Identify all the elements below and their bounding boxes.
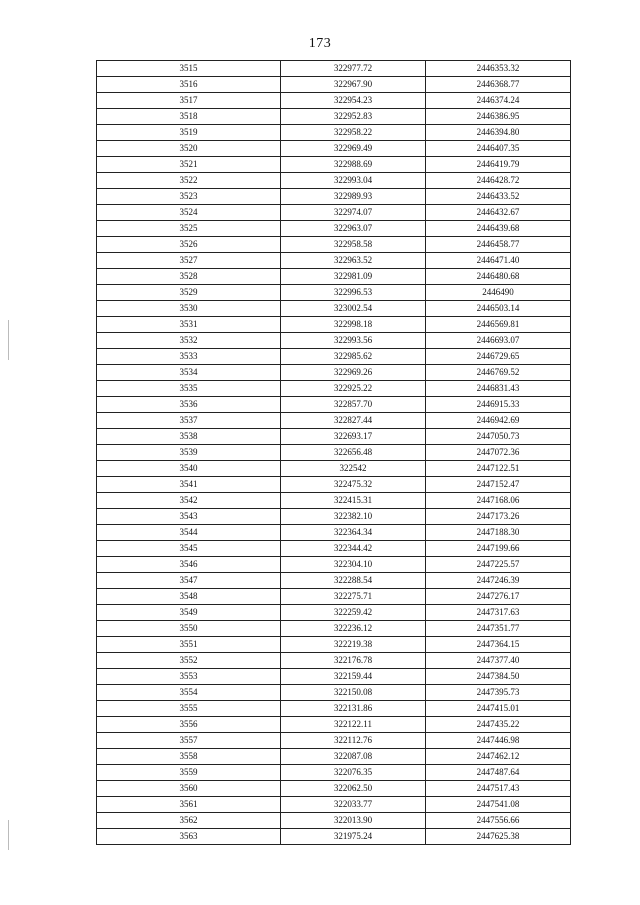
y-coordinate-cell: 2447246.39 xyxy=(426,573,571,589)
y-coordinate-cell: 2447351.77 xyxy=(426,621,571,637)
point-number-cell: 3518 xyxy=(97,109,281,125)
point-number-cell: 3562 xyxy=(97,813,281,829)
x-coordinate-cell: 322958.58 xyxy=(281,237,426,253)
y-coordinate-cell: 2447122.51 xyxy=(426,461,571,477)
y-coordinate-cell: 2446769.52 xyxy=(426,365,571,381)
x-coordinate-cell: 322857.70 xyxy=(281,397,426,413)
y-coordinate-cell: 2446480.68 xyxy=(426,269,571,285)
y-coordinate-cell: 2447384.50 xyxy=(426,669,571,685)
x-coordinate-cell: 322963.52 xyxy=(281,253,426,269)
point-number-cell: 3540 xyxy=(97,461,281,477)
y-coordinate-cell: 2447487.64 xyxy=(426,765,571,781)
x-coordinate-cell: 322275.71 xyxy=(281,589,426,605)
point-number-cell: 3542 xyxy=(97,493,281,509)
x-coordinate-cell: 322954.23 xyxy=(281,93,426,109)
y-coordinate-cell: 2447276.17 xyxy=(426,589,571,605)
y-coordinate-cell: 2446394.80 xyxy=(426,125,571,141)
table-row xyxy=(97,493,571,509)
table-row xyxy=(97,397,571,413)
point-number-cell: 3558 xyxy=(97,749,281,765)
y-coordinate-cell: 2446503.14 xyxy=(426,301,571,317)
scan-edge-mark xyxy=(8,320,9,360)
point-number-cell: 3535 xyxy=(97,381,281,397)
y-coordinate-cell: 2446458.77 xyxy=(426,237,571,253)
x-coordinate-cell: 322969.26 xyxy=(281,365,426,381)
point-number-cell: 3528 xyxy=(97,269,281,285)
table-row xyxy=(97,797,571,813)
y-coordinate-cell: 2446915.33 xyxy=(426,397,571,413)
table-row xyxy=(97,205,571,221)
y-coordinate-cell: 2447395.73 xyxy=(426,685,571,701)
y-coordinate-cell: 2447435.22 xyxy=(426,717,571,733)
table-row xyxy=(97,749,571,765)
y-coordinate-cell: 2447188.30 xyxy=(426,525,571,541)
x-coordinate-cell: 322122.11 xyxy=(281,717,426,733)
point-number-cell: 3530 xyxy=(97,301,281,317)
x-coordinate-cell: 323002.54 xyxy=(281,301,426,317)
table-row xyxy=(97,109,571,125)
point-number-cell: 3520 xyxy=(97,141,281,157)
point-number-cell: 3529 xyxy=(97,285,281,301)
point-number-cell: 3554 xyxy=(97,685,281,701)
y-coordinate-cell: 2447225.57 xyxy=(426,557,571,573)
point-number-cell: 3557 xyxy=(97,733,281,749)
y-coordinate-cell: 2447462.12 xyxy=(426,749,571,765)
point-number-cell: 3523 xyxy=(97,189,281,205)
point-number-cell: 3546 xyxy=(97,557,281,573)
x-coordinate-cell: 322076.35 xyxy=(281,765,426,781)
scan-edge-mark xyxy=(8,820,9,850)
point-number-cell: 3545 xyxy=(97,541,281,557)
x-coordinate-cell: 322693.17 xyxy=(281,429,426,445)
table-row xyxy=(97,365,571,381)
x-coordinate-cell: 322013.90 xyxy=(281,813,426,829)
x-coordinate-cell: 322542 xyxy=(281,461,426,477)
x-coordinate-cell: 322952.83 xyxy=(281,109,426,125)
x-coordinate-cell: 322176.78 xyxy=(281,653,426,669)
table-row xyxy=(97,157,571,173)
y-coordinate-cell: 2447625.38 xyxy=(426,829,571,845)
table-row xyxy=(97,701,571,717)
y-coordinate-cell: 2446386.95 xyxy=(426,109,571,125)
y-coordinate-cell: 2447415.01 xyxy=(426,701,571,717)
coordinate-table-body xyxy=(97,61,571,845)
table-row xyxy=(97,413,571,429)
x-coordinate-cell: 322998.18 xyxy=(281,317,426,333)
table-row xyxy=(97,733,571,749)
y-coordinate-cell: 2446693.07 xyxy=(426,333,571,349)
table-row xyxy=(97,829,571,845)
x-coordinate-cell: 322967.90 xyxy=(281,77,426,93)
y-coordinate-cell: 2446942.69 xyxy=(426,413,571,429)
table-row xyxy=(97,461,571,477)
y-coordinate-cell: 2446353.32 xyxy=(426,61,571,77)
x-coordinate-cell: 322827.44 xyxy=(281,413,426,429)
y-coordinate-cell: 2446407.35 xyxy=(426,141,571,157)
point-number-cell: 3538 xyxy=(97,429,281,445)
y-coordinate-cell: 2447199.66 xyxy=(426,541,571,557)
x-coordinate-cell: 322219.38 xyxy=(281,637,426,653)
point-number-cell: 3526 xyxy=(97,237,281,253)
table-row xyxy=(97,349,571,365)
y-coordinate-cell: 2447377.40 xyxy=(426,653,571,669)
x-coordinate-cell: 322974.07 xyxy=(281,205,426,221)
y-coordinate-cell: 2446374.24 xyxy=(426,93,571,109)
point-number-cell: 3563 xyxy=(97,829,281,845)
point-number-cell: 3555 xyxy=(97,701,281,717)
y-coordinate-cell: 2446471.40 xyxy=(426,253,571,269)
x-coordinate-cell: 322656.48 xyxy=(281,445,426,461)
x-coordinate-cell: 322969.49 xyxy=(281,141,426,157)
x-coordinate-cell: 322988.69 xyxy=(281,157,426,173)
y-coordinate-cell: 2446428.72 xyxy=(426,173,571,189)
y-coordinate-cell: 2447168.06 xyxy=(426,493,571,509)
table-row xyxy=(97,237,571,253)
point-number-cell: 3519 xyxy=(97,125,281,141)
x-coordinate-cell: 322033.77 xyxy=(281,797,426,813)
x-coordinate-cell: 322364.34 xyxy=(281,525,426,541)
y-coordinate-cell: 2446433.52 xyxy=(426,189,571,205)
y-coordinate-cell: 2446432.67 xyxy=(426,205,571,221)
x-coordinate-cell: 322062.50 xyxy=(281,781,426,797)
point-number-cell: 3547 xyxy=(97,573,281,589)
y-coordinate-cell: 2446729.65 xyxy=(426,349,571,365)
y-coordinate-cell: 2447517.43 xyxy=(426,781,571,797)
point-number-cell: 3525 xyxy=(97,221,281,237)
x-coordinate-cell: 322963.07 xyxy=(281,221,426,237)
point-number-cell: 3550 xyxy=(97,621,281,637)
table-row xyxy=(97,685,571,701)
point-number-cell: 3544 xyxy=(97,525,281,541)
y-coordinate-cell: 2446368.77 xyxy=(426,77,571,93)
y-coordinate-cell: 2447173.26 xyxy=(426,509,571,525)
table-row xyxy=(97,541,571,557)
x-coordinate-cell: 322925.22 xyxy=(281,381,426,397)
table-row xyxy=(97,93,571,109)
y-coordinate-cell: 2447152.47 xyxy=(426,477,571,493)
x-coordinate-cell: 322993.56 xyxy=(281,333,426,349)
point-number-cell: 3551 xyxy=(97,637,281,653)
table-row xyxy=(97,317,571,333)
y-coordinate-cell: 2446831.43 xyxy=(426,381,571,397)
table-row xyxy=(97,173,571,189)
table-row xyxy=(97,381,571,397)
x-coordinate-cell: 322236.12 xyxy=(281,621,426,637)
point-number-cell: 3548 xyxy=(97,589,281,605)
table-row xyxy=(97,189,571,205)
table-row xyxy=(97,557,571,573)
table-row xyxy=(97,813,571,829)
y-coordinate-cell: 2447364.15 xyxy=(426,637,571,653)
point-number-cell: 3539 xyxy=(97,445,281,461)
x-coordinate-cell: 322344.42 xyxy=(281,541,426,557)
point-number-cell: 3521 xyxy=(97,157,281,173)
point-number-cell: 3527 xyxy=(97,253,281,269)
x-coordinate-cell: 322415.31 xyxy=(281,493,426,509)
x-coordinate-cell: 322993.04 xyxy=(281,173,426,189)
point-number-cell: 3543 xyxy=(97,509,281,525)
point-number-cell: 3560 xyxy=(97,781,281,797)
y-coordinate-cell: 2446490 xyxy=(426,285,571,301)
table-row xyxy=(97,141,571,157)
point-number-cell: 3541 xyxy=(97,477,281,493)
x-coordinate-cell: 322985.62 xyxy=(281,349,426,365)
table-row xyxy=(97,477,571,493)
x-coordinate-cell: 322288.54 xyxy=(281,573,426,589)
coordinate-table xyxy=(96,60,571,845)
x-coordinate-cell: 322981.09 xyxy=(281,269,426,285)
point-number-cell: 3552 xyxy=(97,653,281,669)
table-row xyxy=(97,253,571,269)
table-row xyxy=(97,653,571,669)
y-coordinate-cell: 2447556.66 xyxy=(426,813,571,829)
table-row xyxy=(97,781,571,797)
x-coordinate-cell: 322475.32 xyxy=(281,477,426,493)
table-row xyxy=(97,429,571,445)
x-coordinate-cell: 322112.76 xyxy=(281,733,426,749)
point-number-cell: 3561 xyxy=(97,797,281,813)
table-row xyxy=(97,717,571,733)
table-row xyxy=(97,333,571,349)
y-coordinate-cell: 2447541.08 xyxy=(426,797,571,813)
y-coordinate-cell: 2446439.68 xyxy=(426,221,571,237)
x-coordinate-cell: 322159.44 xyxy=(281,669,426,685)
y-coordinate-cell: 2447317.63 xyxy=(426,605,571,621)
point-number-cell: 3524 xyxy=(97,205,281,221)
point-number-cell: 3531 xyxy=(97,317,281,333)
table-row xyxy=(97,605,571,621)
table-row xyxy=(97,765,571,781)
point-number-cell: 3532 xyxy=(97,333,281,349)
point-number-cell: 3556 xyxy=(97,717,281,733)
table-row xyxy=(97,589,571,605)
table-row xyxy=(97,301,571,317)
table-row xyxy=(97,509,571,525)
table-row xyxy=(97,61,571,77)
y-coordinate-cell: 2447050.73 xyxy=(426,429,571,445)
page-number: 173 xyxy=(308,36,332,51)
table-row xyxy=(97,573,571,589)
x-coordinate-cell: 322259.42 xyxy=(281,605,426,621)
x-coordinate-cell: 322150.08 xyxy=(281,685,426,701)
x-coordinate-cell: 322958.22 xyxy=(281,125,426,141)
table-row xyxy=(97,669,571,685)
x-coordinate-cell: 322304.10 xyxy=(281,557,426,573)
point-number-cell: 3536 xyxy=(97,397,281,413)
table-row xyxy=(97,445,571,461)
point-number-cell: 3537 xyxy=(97,413,281,429)
y-coordinate-cell: 2447446.98 xyxy=(426,733,571,749)
y-coordinate-cell: 2446419.79 xyxy=(426,157,571,173)
point-number-cell: 3549 xyxy=(97,605,281,621)
table-row xyxy=(97,525,571,541)
x-coordinate-cell: 322989.93 xyxy=(281,189,426,205)
table-row xyxy=(97,125,571,141)
y-coordinate-cell: 2447072.36 xyxy=(426,445,571,461)
x-coordinate-cell: 321975.24 xyxy=(281,829,426,845)
x-coordinate-cell: 322996.53 xyxy=(281,285,426,301)
table-row xyxy=(97,637,571,653)
table-row xyxy=(97,621,571,637)
x-coordinate-cell: 322087.08 xyxy=(281,749,426,765)
table-row xyxy=(97,269,571,285)
table-row xyxy=(97,77,571,93)
point-number-cell: 3553 xyxy=(97,669,281,685)
point-number-cell: 3517 xyxy=(97,93,281,109)
point-number-cell: 3522 xyxy=(97,173,281,189)
table-row xyxy=(97,221,571,237)
x-coordinate-cell: 322977.72 xyxy=(281,61,426,77)
point-number-cell: 3534 xyxy=(97,365,281,381)
x-coordinate-cell: 322382.10 xyxy=(281,509,426,525)
point-number-cell: 3515 xyxy=(97,61,281,77)
table-row xyxy=(97,285,571,301)
y-coordinate-cell: 2446569.81 xyxy=(426,317,571,333)
point-number-cell: 3559 xyxy=(97,765,281,781)
point-number-cell: 3533 xyxy=(97,349,281,365)
point-number-cell: 3516 xyxy=(97,77,281,93)
x-coordinate-cell: 322131.86 xyxy=(281,701,426,717)
